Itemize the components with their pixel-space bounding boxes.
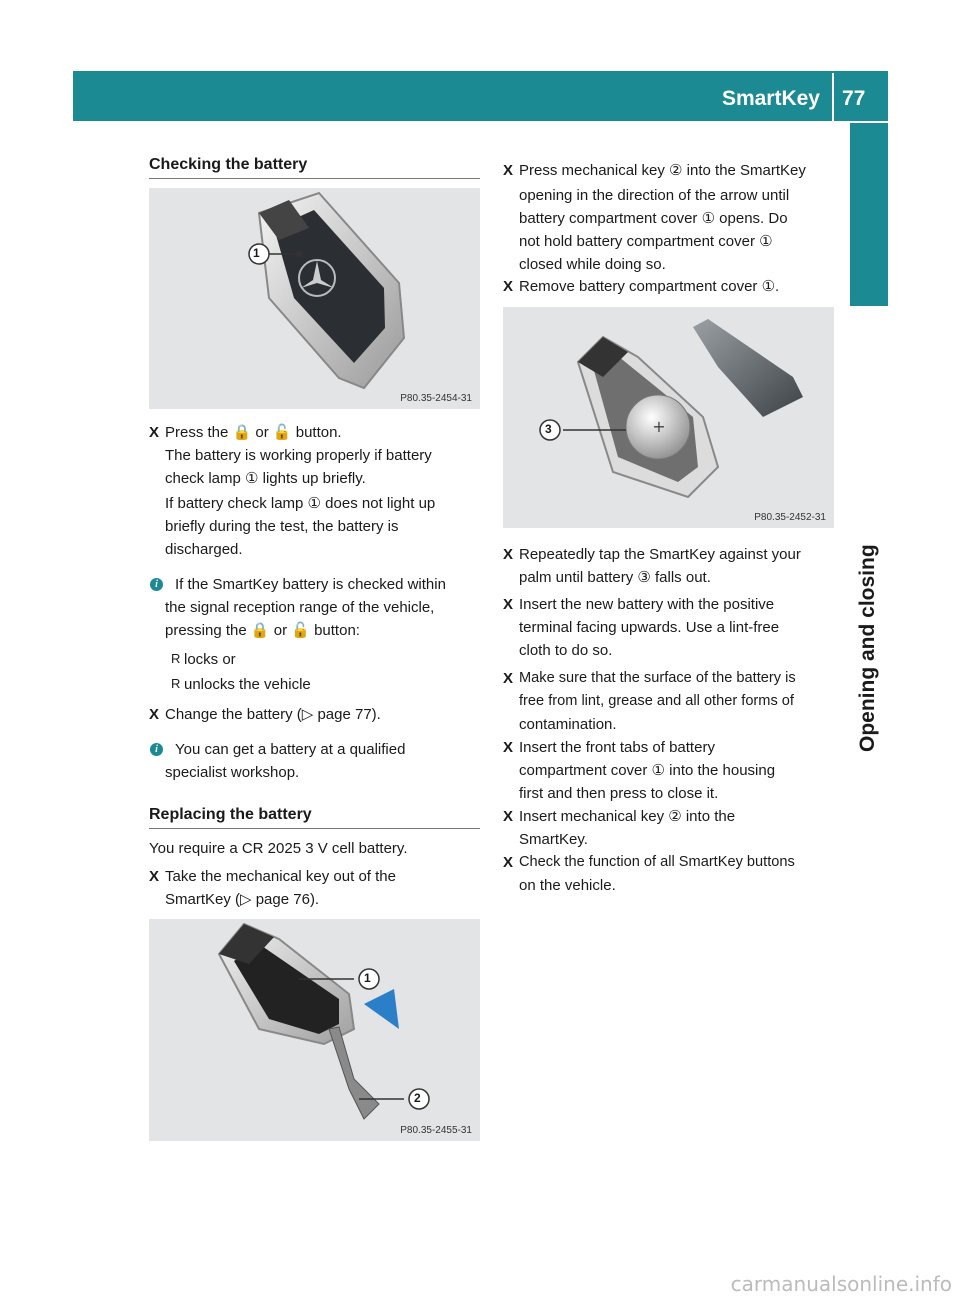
info-text: the signal reception range of the vehicle, [165,599,435,616]
instruction-text: opening in the direction of the arrow until [519,187,790,204]
info-text: If the SmartKey battery is checked within [175,576,446,593]
info-text: specialist workshop. [165,764,300,781]
section-rule [149,178,480,179]
callout-1: 1 [364,971,371,985]
body-text: discharged. [165,541,243,558]
info-icon: i [150,578,163,591]
callout-2: 2 [414,1091,421,1105]
instruction-text: Insert mechanical key ② into the [519,808,736,825]
instruction-text: Press the 🔒 or 🔓 button. [165,424,342,441]
instruction-text: Insert the new battery with the positive [519,596,775,613]
body-text: briefly during the test, the battery is [165,518,399,535]
instruction-marker: X [149,868,160,885]
section-title-replacing: Replacing the battery [149,806,312,823]
section-rule [149,828,480,829]
instruction-marker: X [503,278,514,295]
info-text: You can get a battery at a qualified [175,741,406,758]
instruction-text: Remove battery compartment cover ①. [519,278,780,295]
instruction-text: battery compartment cover ① opens. Do [519,210,788,227]
callout-3: 3 [545,422,552,436]
header-separator [832,73,834,121]
section-title-checking: Checking the battery [149,156,308,173]
battery-compartment-photo [503,307,834,528]
image-code: P80.35-2454-31 [400,393,472,404]
instruction-text: free from lint, grease and all other forms of [519,693,794,709]
image-code: P80.35-2455-31 [400,1125,472,1136]
callout-1: 1 [253,246,260,260]
instruction-text: first and then press to close it. [519,785,719,802]
smartkey-photo [149,188,480,409]
chapter-tab [850,123,888,306]
header-title: SmartKey [721,87,820,110]
instruction-text: terminal facing upwards. Use a lint-free [519,619,780,636]
instruction-text: contamination. [519,716,617,733]
instruction-marker: X [503,162,514,179]
page-number: 77 [842,87,866,110]
body-text: The battery is working properly if battery [165,447,432,464]
instruction-text: on the vehicle. [519,877,616,894]
bullet-text: locks or [184,651,236,668]
body-text: You require a CR 2025 3 V cell battery. [149,840,408,857]
instruction-text: SmartKey (▷ page 76). [165,891,320,908]
instruction-text: SmartKey. [519,831,588,848]
info-text: pressing the 🔒 or 🔓 button: [165,622,360,639]
instruction-text: Take the mechanical key out of the [165,868,396,885]
image-code: P80.35-2452-31 [754,512,826,523]
instruction-marker: X [503,854,514,871]
instruction-marker: X [503,546,514,563]
instruction-marker: X [503,670,514,687]
instruction-marker: X [149,706,160,723]
instruction-text: cloth to do so. [519,642,613,659]
body-text: check lamp ① lights up briefly. [165,470,366,487]
bullet-icon: R [171,651,181,666]
watermark: carmanualsonline.info [730,1272,952,1296]
instruction-text: not hold battery compartment cover ① [519,233,773,250]
body-text: If battery check lamp ① does not light up [165,495,436,512]
instruction-marker: X [503,739,514,756]
smartkey-illustration [149,188,480,409]
instruction-marker: X [503,596,514,613]
svg-text:+: + [652,417,666,436]
instruction-text: Check the function of all SmartKey buttons [519,854,795,870]
instruction-text: closed while doing so. [519,256,666,273]
instruction-text: Change the battery (▷ page 77). [165,706,381,723]
instruction-text: compartment cover ① into the housing [519,762,776,779]
instruction-marker: X [503,808,514,825]
instruction-text: Insert the front tabs of battery [519,739,715,756]
instruction-marker: X [149,424,160,441]
bullet-icon: R [171,676,181,691]
instruction-text: palm until battery ③ falls out. [519,569,711,586]
mechanical-key-illustration [149,919,480,1141]
instruction-text: Press mechanical key ② into the SmartKey [519,162,806,179]
bullet-text: unlocks the vehicle [184,676,311,693]
instruction-text: Repeatedly tap the SmartKey against your [519,546,801,563]
battery-compartment-illustration [503,307,834,528]
info-icon: i [150,743,163,756]
instruction-text: Make sure that the surface of the battery is [519,670,796,686]
mechanical-key-photo [149,919,480,1141]
